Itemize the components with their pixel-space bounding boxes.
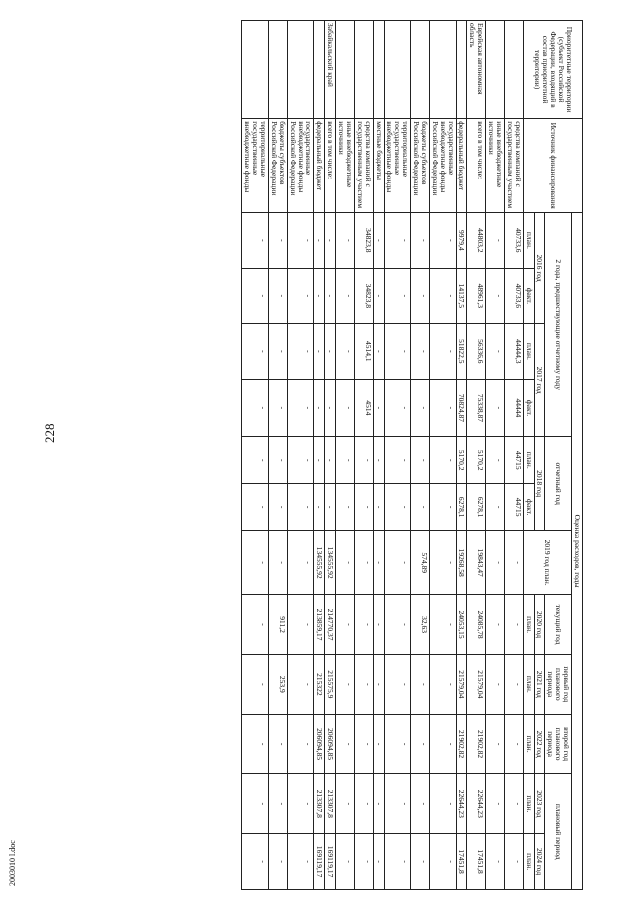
value-cell: - <box>411 437 430 484</box>
value-cell: 206094,85 <box>314 714 325 774</box>
value-cell: - <box>336 379 355 437</box>
value-cell: 22644,23 <box>456 774 467 834</box>
header-plan: план. <box>523 834 534 890</box>
value-cell: - <box>486 654 505 714</box>
table-row <box>486 21 505 890</box>
header-2020: 2020 год <box>534 595 545 655</box>
value-cell: - <box>355 654 374 714</box>
source-cell: иные внебюджетные источники <box>336 119 355 213</box>
territory-cell <box>314 21 325 119</box>
value-cell: - <box>384 774 411 834</box>
value-cell: - <box>430 484 457 531</box>
value-cell: - <box>242 531 269 595</box>
value-cell: - <box>373 654 384 714</box>
value-cell: - <box>336 714 355 774</box>
header-fact: факт. <box>523 268 534 324</box>
value-cell: - <box>269 714 288 774</box>
value-cell: 5170,2 <box>456 437 467 484</box>
value-cell: - <box>373 531 384 595</box>
value-cell: - <box>373 484 384 531</box>
value-cell: - <box>269 324 288 380</box>
value-cell: - <box>505 834 524 890</box>
value-cell: - <box>384 834 411 890</box>
value-cell: - <box>314 213 325 269</box>
value-cell: - <box>411 213 430 269</box>
value-cell: - <box>411 268 430 324</box>
value-cell: 21579,04 <box>456 654 467 714</box>
territory-cell <box>355 21 374 119</box>
value-cell: - <box>505 595 524 655</box>
territory-cell <box>456 21 467 119</box>
value-cell: - <box>314 379 325 437</box>
table-row <box>373 21 384 890</box>
header-2023: 2023 год <box>534 774 545 834</box>
value-cell: 574,89 <box>411 531 430 595</box>
header-plan: план. <box>523 654 534 714</box>
table-row <box>314 21 325 890</box>
value-cell: - <box>242 595 269 655</box>
value-cell: - <box>486 595 505 655</box>
rotated-table-container <box>63 20 583 890</box>
value-cell: - <box>430 774 457 834</box>
value-cell: - <box>384 437 411 484</box>
value-cell: - <box>384 531 411 595</box>
value-cell: - <box>411 484 430 531</box>
footer-filename: 2003010 l.doc <box>8 840 17 886</box>
header-plan: план. <box>523 714 534 774</box>
value-cell: - <box>314 484 325 531</box>
value-cell: - <box>269 379 288 437</box>
value-cell: 17451,8 <box>456 834 467 890</box>
value-cell: - <box>336 213 355 269</box>
header-2022: 2022 год <box>534 714 545 774</box>
value-cell: 32,63 <box>411 595 430 655</box>
value-cell: - <box>242 484 269 531</box>
value-cell: 9979,4 <box>456 213 467 269</box>
value-cell: 21902,82 <box>467 714 486 774</box>
value-cell: - <box>287 484 314 531</box>
source-cell: бюджеты субъектов Российской Федерации <box>411 119 430 213</box>
value-cell: 40733,6 <box>505 213 524 269</box>
table-body <box>242 21 523 890</box>
value-cell: - <box>325 268 336 324</box>
value-cell: 215575,9 <box>325 654 336 714</box>
source-cell: всего в том числе: <box>325 119 336 213</box>
table-row <box>411 21 430 890</box>
value-cell: - <box>287 714 314 774</box>
value-cell: 213859,17 <box>314 595 325 655</box>
value-cell: 14137,5 <box>456 268 467 324</box>
page-number: 228 <box>42 423 57 443</box>
table-row <box>325 21 336 890</box>
header-territory: Приоритетные территории (субъект Российской Федерации, входящий в состав приоритетной территории) <box>523 21 582 119</box>
value-cell: - <box>242 324 269 380</box>
value-cell: - <box>242 774 269 834</box>
value-cell: 169119,17 <box>314 834 325 890</box>
value-cell: - <box>336 484 355 531</box>
value-cell: 911,2 <box>269 595 288 655</box>
value-cell: - <box>430 834 457 890</box>
value-cell: 213307,8 <box>314 774 325 834</box>
value-cell: - <box>373 595 384 655</box>
value-cell: - <box>355 595 374 655</box>
header-planning: плановый период <box>545 774 572 890</box>
value-cell: - <box>486 268 505 324</box>
value-cell: 19268,58 <box>456 531 467 595</box>
value-cell: - <box>411 324 430 380</box>
value-cell: - <box>242 834 269 890</box>
value-cell: - <box>336 268 355 324</box>
value-cell: - <box>411 774 430 834</box>
header-fact: факт. <box>523 379 534 437</box>
value-cell: - <box>269 437 288 484</box>
value-cell: - <box>430 268 457 324</box>
value-cell: - <box>242 213 269 269</box>
territory-cell <box>336 21 355 119</box>
value-cell: 19843,47 <box>467 531 486 595</box>
value-cell: - <box>287 379 314 437</box>
value-cell: 56336,6 <box>467 324 486 380</box>
value-cell: - <box>336 531 355 595</box>
value-cell: - <box>336 595 355 655</box>
value-cell: - <box>430 213 457 269</box>
source-cell: средства компаний с государственным участием <box>505 119 524 213</box>
value-cell: - <box>287 834 314 890</box>
value-cell: - <box>355 834 374 890</box>
value-cell: - <box>269 268 288 324</box>
source-cell: федеральный бюджет <box>456 119 467 213</box>
header-2018: 2018 год <box>534 437 545 531</box>
territory-cell <box>505 21 524 119</box>
source-cell: государственные внебюджетные фонды Российской Федерации <box>287 119 314 213</box>
table-row <box>336 21 355 890</box>
value-cell: 134555,92 <box>314 531 325 595</box>
header-plan: план. <box>523 595 534 655</box>
value-cell: - <box>384 324 411 380</box>
value-cell: - <box>336 774 355 834</box>
value-cell: - <box>355 714 374 774</box>
value-cell: 70824,87 <box>456 379 467 437</box>
value-cell: - <box>486 213 505 269</box>
value-cell: 215322 <box>314 654 325 714</box>
value-cell: - <box>242 654 269 714</box>
value-cell: - <box>373 774 384 834</box>
value-cell: - <box>269 531 288 595</box>
value-cell: - <box>505 654 524 714</box>
header-first: первый год планового периода <box>545 654 572 714</box>
value-cell: - <box>430 654 457 714</box>
value-cell: - <box>314 268 325 324</box>
value-cell: - <box>287 268 314 324</box>
value-cell: - <box>325 324 336 380</box>
value-cell: - <box>505 774 524 834</box>
territory-cell: Еврейская автономная область <box>467 21 486 119</box>
expenses-table <box>242 20 584 890</box>
territory-cell <box>384 21 411 119</box>
value-cell: - <box>373 714 384 774</box>
value-cell: - <box>411 654 430 714</box>
value-cell: - <box>336 437 355 484</box>
territory-cell <box>486 21 505 119</box>
value-cell: - <box>384 268 411 324</box>
value-cell: - <box>486 531 505 595</box>
value-cell: - <box>411 379 430 437</box>
source-cell: государственные внебюджетные фонды Российской Федерации <box>430 119 457 213</box>
value-cell: 17451,8 <box>467 834 486 890</box>
value-cell: 34823,8 <box>355 268 374 324</box>
value-cell: 6278,1 <box>467 484 486 531</box>
header-2019: 2019 год план. <box>523 531 571 595</box>
table-row <box>269 21 288 890</box>
territory-cell <box>242 21 269 119</box>
value-cell: - <box>242 437 269 484</box>
value-cell: - <box>287 654 314 714</box>
header-current: текущий год <box>545 595 572 655</box>
value-cell: - <box>486 714 505 774</box>
value-cell: - <box>373 213 384 269</box>
source-cell: средства компаний с государственным участием <box>355 119 374 213</box>
value-cell: - <box>355 531 374 595</box>
source-cell: иные внебюджетные источники <box>486 119 505 213</box>
header-plan: план. <box>523 774 534 834</box>
value-cell: - <box>355 774 374 834</box>
header-second: второй год планового периода <box>545 714 572 774</box>
table-row <box>456 21 467 890</box>
value-cell: 24053,15 <box>456 595 467 655</box>
value-cell: - <box>430 437 457 484</box>
value-cell: - <box>287 531 314 595</box>
value-cell: 134555,92 <box>325 531 336 595</box>
value-cell: - <box>384 714 411 774</box>
value-cell: - <box>486 379 505 437</box>
value-cell: - <box>287 774 314 834</box>
value-cell: - <box>269 213 288 269</box>
header-2017: 2017 год <box>534 324 545 437</box>
value-cell: - <box>486 324 505 380</box>
header-plan: план. <box>523 437 534 484</box>
value-cell: - <box>287 213 314 269</box>
value-cell: 44715 <box>505 484 524 531</box>
header-report: отчетный год <box>545 437 572 531</box>
value-cell: - <box>373 268 384 324</box>
value-cell: - <box>355 437 374 484</box>
territory-cell: Забайкальский край <box>325 21 336 119</box>
header-fact: факт. <box>523 484 534 531</box>
value-cell: - <box>336 834 355 890</box>
value-cell: 21902,82 <box>456 714 467 774</box>
value-cell: 44715 <box>505 437 524 484</box>
value-cell: - <box>486 484 505 531</box>
source-cell: территориальные государственные внебюджетные фонды <box>384 119 411 213</box>
value-cell: - <box>336 654 355 714</box>
territory-cell <box>287 21 314 119</box>
value-cell: - <box>384 484 411 531</box>
value-cell: - <box>336 324 355 380</box>
value-cell: - <box>242 714 269 774</box>
territory-cell <box>411 21 430 119</box>
territory-cell <box>373 21 384 119</box>
value-cell: - <box>486 834 505 890</box>
value-cell: - <box>505 714 524 774</box>
value-cell: - <box>355 484 374 531</box>
value-cell: - <box>486 774 505 834</box>
table-row <box>384 21 411 890</box>
value-cell: 40733,6 <box>505 268 524 324</box>
value-cell: - <box>430 714 457 774</box>
value-cell: - <box>314 437 325 484</box>
source-cell: бюджеты субъектов Российской Федерации <box>269 119 288 213</box>
table-row <box>430 21 457 890</box>
value-cell: - <box>384 654 411 714</box>
source-cell: всего в том числе: <box>467 119 486 213</box>
table-row <box>467 21 486 890</box>
header-2024: 2024 год <box>534 834 545 890</box>
source-cell: местные бюджеты <box>373 119 384 213</box>
value-cell: 44444,3 <box>505 324 524 380</box>
value-cell: - <box>287 324 314 380</box>
value-cell: - <box>505 531 524 595</box>
value-cell: 22644,23 <box>467 774 486 834</box>
value-cell: - <box>384 213 411 269</box>
value-cell: 51822,5 <box>456 324 467 380</box>
value-cell: - <box>430 379 457 437</box>
value-cell: 206094,85 <box>325 714 336 774</box>
value-cell: - <box>269 484 288 531</box>
header-plan: план. <box>523 213 534 269</box>
table-row <box>505 21 524 890</box>
value-cell: 6278,1 <box>456 484 467 531</box>
header-prior2: 2 года, предшествующие отчетному году <box>545 213 572 437</box>
value-cell: - <box>242 379 269 437</box>
value-cell: - <box>430 531 457 595</box>
value-cell: - <box>411 834 430 890</box>
value-cell: - <box>486 437 505 484</box>
header-2021: 2021 год <box>534 654 545 714</box>
value-cell: - <box>430 324 457 380</box>
value-cell: - <box>384 379 411 437</box>
value-cell: - <box>269 834 288 890</box>
value-cell: 44803,2 <box>467 213 486 269</box>
value-cell: - <box>373 324 384 380</box>
value-cell: 4514,1 <box>355 324 374 380</box>
territory-cell <box>269 21 288 119</box>
value-cell: - <box>325 484 336 531</box>
source-cell: федеральный бюджет <box>314 119 325 213</box>
value-cell: 34823,8 <box>355 213 374 269</box>
value-cell: 253,9 <box>269 654 288 714</box>
value-cell: 21579,04 <box>467 654 486 714</box>
source-cell: территориальные государственные внебюджетные фонды <box>242 119 269 213</box>
territory-cell <box>430 21 457 119</box>
header-group: Оценка расходов, годы <box>572 213 583 890</box>
value-cell: 4514 <box>355 379 374 437</box>
value-cell: - <box>325 437 336 484</box>
value-cell: 213307,8 <box>325 774 336 834</box>
value-cell: - <box>373 437 384 484</box>
value-cell: - <box>242 268 269 324</box>
value-cell: - <box>287 437 314 484</box>
table-row <box>287 21 314 890</box>
header-source: Источник финансирования <box>523 119 582 213</box>
header-plan: план. <box>523 324 534 380</box>
table-row <box>242 21 269 890</box>
value-cell: - <box>325 379 336 437</box>
table-row <box>355 21 374 890</box>
header-2016: 2016 год <box>534 213 545 324</box>
value-cell: - <box>430 595 457 655</box>
value-cell: - <box>411 714 430 774</box>
value-cell: - <box>373 834 384 890</box>
value-cell: - <box>287 595 314 655</box>
value-cell: 75338,87 <box>467 379 486 437</box>
value-cell: - <box>384 595 411 655</box>
value-cell: - <box>314 324 325 380</box>
value-cell: 24085,78 <box>467 595 486 655</box>
value-cell: 44444 <box>505 379 524 437</box>
value-cell: 48961,3 <box>467 268 486 324</box>
value-cell: - <box>373 379 384 437</box>
value-cell: 214770,37 <box>325 595 336 655</box>
value-cell: 5170,2 <box>467 437 486 484</box>
value-cell: - <box>325 213 336 269</box>
value-cell: 169119,17 <box>325 834 336 890</box>
value-cell: - <box>269 774 288 834</box>
